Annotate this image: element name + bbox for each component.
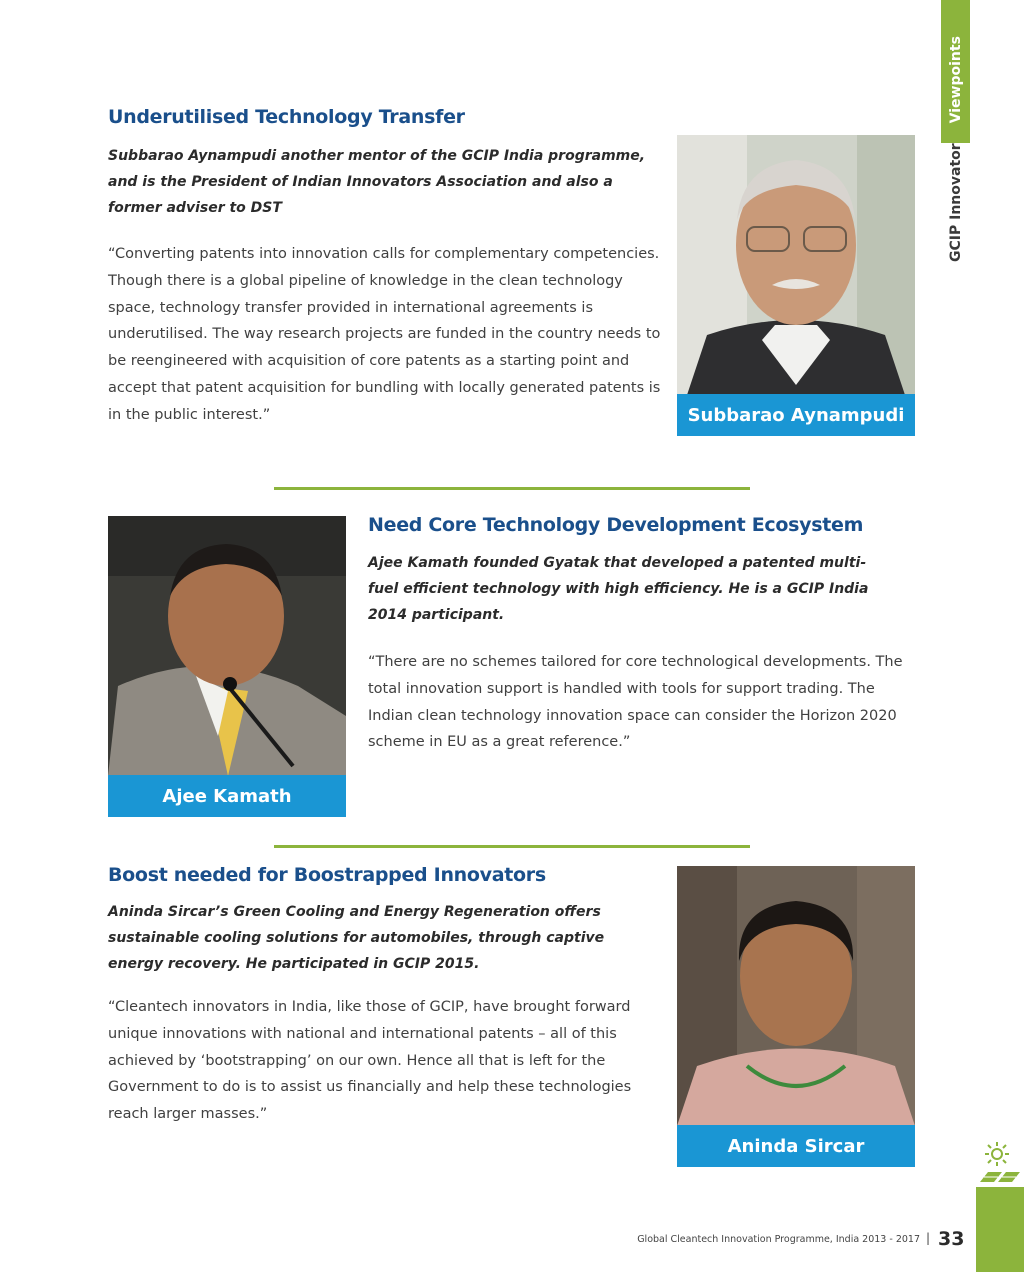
corner-accent-block: [976, 1187, 1024, 1272]
section-quote: “Cleantech innovators in India, like those of GCIP, have brought forward unique innovations with national and international patents – all of this achieved by ‘bootstrapping’ on our own. Hence all that is left for the Government to do is to assist us financially and help these technologies reach larger masses.”: [108, 999, 632, 1123]
portrait-photo: [677, 866, 915, 1126]
section-divider: [274, 487, 750, 490]
section-title: Underutilised Technology Transfer: [108, 106, 465, 128]
section-title: Need Core Technology Development Ecosystem: [368, 514, 864, 536]
side-tab-label: [941, 0, 970, 270]
section-quote: “Converting patents into innovation calls for complementary competencies. Though there is a global pipeline of knowledge in the clean technology space, technology transfer provided in international agreements is underutilised. The way research projects are funded in the country needs to be reengineered with acquisition of core patents as a starting point and accept that patent acquisition for bundling with locally generated patents is in the public interest.”: [108, 246, 661, 423]
section-side-tab: [941, 0, 970, 270]
portrait-caption: Subbarao Aynampudi: [677, 394, 915, 436]
sun-icon: [984, 1141, 1010, 1167]
section-divider: [274, 845, 750, 848]
portrait-caption: Aninda Sircar: [677, 1125, 915, 1167]
section-intro: Aninda Sircar’s Green Cooling and Energy Regeneration offers sustainable cooling solutions for automobiles, through captive energy recovery. He participated in GCIP 2015.: [108, 904, 605, 972]
page-number: 33: [938, 1228, 965, 1250]
portrait-photo: [677, 135, 915, 395]
portrait-photo: [108, 516, 346, 776]
portrait-caption: Ajee Kamath: [108, 775, 346, 817]
side-tab-label-part2: Viewpoints: [947, 36, 964, 124]
footer-text: Global Cleantech Innovation Programme, India 2013 - 2017: [637, 1234, 920, 1245]
section-intro: Subbarao Aynampudi another mentor of the GCIP India programme, and is the President of Indian Innovators Association and also a former adviser to DST: [108, 148, 646, 216]
solar-panel-icon: [976, 1168, 1024, 1188]
section-intro: Ajee Kamath founded Gyatak that developed a patented multi-fuel efficient technology with high efficiency. He is a GCIP India 2014 participant.: [368, 555, 869, 623]
section-quote: “There are no schemes tailored for core technological developments. The total innovation support is handled with tools for support trading. The Indian clean technology innovation space can consider the Horizon 2020 scheme in EU as a great reference.”: [368, 654, 903, 751]
section-title: Boost needed for Boostrapped Innovators: [108, 864, 546, 886]
side-tab-label-part1: GCIP Innovator: [947, 143, 964, 262]
footer-separator: |: [926, 1231, 931, 1245]
